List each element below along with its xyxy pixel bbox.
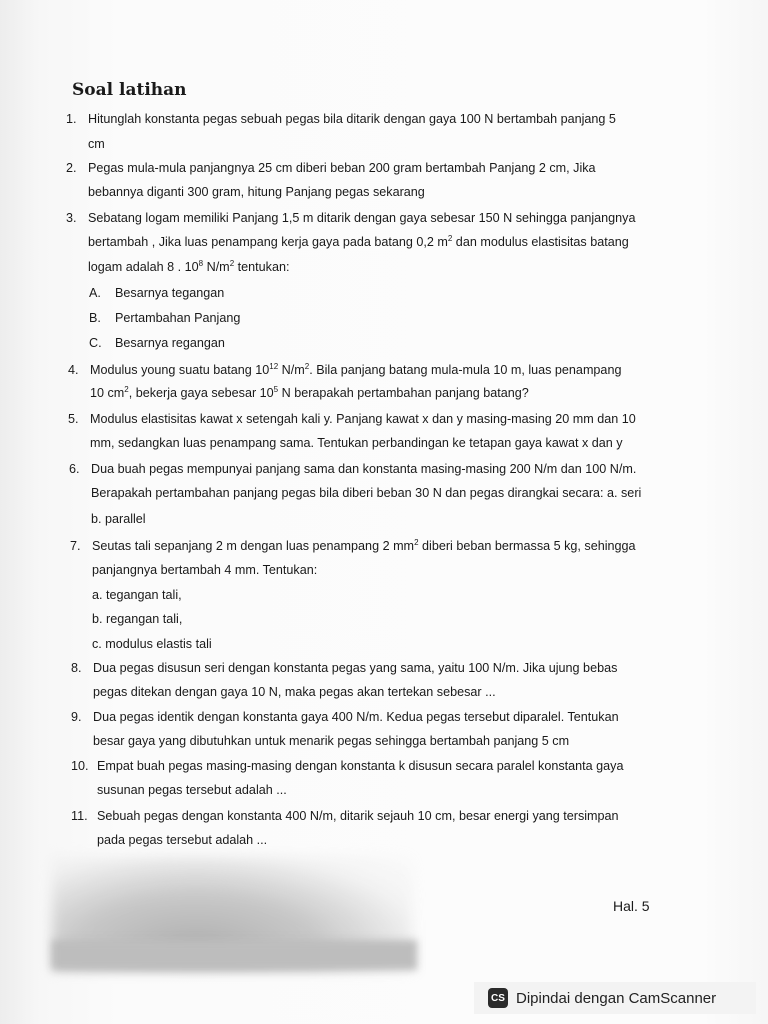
question-7 — [70, 538, 636, 554]
question-1 — [66, 111, 616, 127]
question-8-line-2: pegas ditekan dengan gaya 10 N, maka pegas akan tertekan sebesar ... — [93, 685, 496, 699]
question-text: Dua pegas disusun seri dengan konstanta pegas yang sama, yaitu 100 N/m. Jika ujung bebas — [93, 661, 618, 675]
scan-shadow-band — [52, 940, 417, 970]
question-number: 8. — [71, 661, 82, 675]
superscript: 2 — [447, 234, 453, 243]
question-11-line-2: pada pegas tersebut adalah ... — [97, 833, 268, 847]
text-segment: diberi beban bermassa 5 kg, sehingga — [418, 539, 636, 553]
page-number: Hal. 5 — [613, 898, 650, 914]
question-text: Dua buah pegas mempunyai panjang sama dan konstanta masing-masing 200 N/m dan 100 N/m. — [91, 462, 637, 476]
question-10 — [71, 758, 623, 774]
question-text: Pegas mula-mula panjangnya 25 cm diberi beban 200 gram bertambah Panjang 2 cm, Jika — [88, 161, 596, 175]
question-7-line-2: panjangnya bertambah 4 mm. Tentukan: — [92, 563, 318, 577]
question-text: Modulus elastisitas kawat x setengah kali y. Panjang kawat x dan y masing-masing 20 mm dan 10 — [90, 412, 636, 426]
option-letter: A. — [89, 286, 101, 300]
question-3-option-a — [89, 286, 224, 300]
question-1-line-2: cm — [88, 137, 105, 151]
question-number: 11. — [71, 809, 88, 823]
question-text: Sebuah pegas dengan konstanta 400 N/m, ditarik sejauh 10 cm, besar energi yang tersimpan — [97, 809, 619, 823]
question-10-line-2: susunan pegas tersebut adalah ... — [97, 783, 287, 797]
question-7-part-a: a. tegangan tali, — [92, 588, 182, 602]
question-5-line-2: mm, sedangkan luas penampang sama. Tentukan perbandingan ke tetapan gaya kawat x dan y — [90, 436, 623, 450]
page-title: Soal latihan — [72, 80, 187, 100]
question-7-part-c: c. modulus elastis tali — [92, 637, 212, 651]
option-text: Pertambahan Panjang — [115, 311, 241, 325]
text-segment: logam adalah 8 . 10 — [88, 260, 199, 274]
text-segment: N/m — [203, 260, 230, 274]
question-3-option-c — [89, 336, 225, 350]
question-11 — [71, 808, 619, 824]
question-4-line-2 — [90, 386, 529, 400]
text-segment: N berapakah pertambahan panjang batang? — [278, 386, 529, 400]
text-segment: bertambah , Jika luas penampang kerja gaya pada batang 0,2 m — [88, 235, 448, 249]
question-text: Sebatang logam memiliki Panjang 1,5 m ditarik dengan gaya sebesar 150 N sehingga panjangnya — [88, 211, 636, 225]
superscript: 2 — [414, 538, 419, 547]
question-number: 1. — [66, 112, 77, 126]
question-number: 10. — [71, 759, 89, 773]
text-segment: Modulus young suatu batang 10 — [90, 363, 270, 377]
question-text: Empat buah pegas masing-masing dengan konstanta k disusun secara paralel konstanta gaya — [97, 759, 624, 773]
option-text: Besarnya tegangan — [115, 286, 225, 300]
question-3-option-b — [89, 311, 240, 325]
question-text: Hitunglah konstanta pegas sebuah pegas bila ditarik dengan gaya 100 N bertambah panjang 5 — [88, 112, 616, 126]
question-number: 7. — [70, 539, 81, 553]
question-3-line-3 — [88, 260, 289, 274]
text-segment: Seutas tali sepanjang 2 m dengan luas penampang 2 mm — [92, 539, 415, 553]
text-segment: , bekerja gaya sebesar 10 — [128, 386, 274, 400]
superscript: 8 — [198, 259, 204, 268]
camscanner-text: Dipindai dengan CamScanner — [516, 989, 717, 1007]
question-8 — [71, 660, 617, 676]
question-6-line-2: Berapakah pertambahan panjang pegas bila diberi beban 30 N dan pegas dirangkai secara: a. seri — [91, 486, 642, 500]
superscript: 2 — [304, 362, 310, 371]
question-3-line-2 — [88, 235, 629, 249]
question-2 — [66, 160, 596, 176]
question-9 — [71, 709, 619, 725]
superscript: 12 — [269, 362, 279, 371]
question-number: 6. — [69, 462, 80, 476]
question-6 — [69, 461, 636, 477]
question-2-line-2: bebannya diganti 300 gram, hitung Panjang pegas sekarang — [88, 185, 425, 199]
camscanner-watermark — [474, 982, 756, 1014]
question-number: 9. — [71, 710, 82, 724]
question-5 — [68, 411, 636, 427]
question-number: 3. — [66, 211, 77, 225]
text-segment: 10 cm — [90, 386, 125, 400]
text-segment: tentukan: — [234, 260, 290, 274]
question-number: 5. — [68, 412, 79, 426]
superscript: 2 — [124, 385, 129, 394]
question-7-part-b: b. regangan tali, — [92, 612, 183, 626]
option-letter: B. — [89, 311, 101, 325]
question-4 — [68, 362, 621, 378]
question-3 — [66, 210, 635, 226]
question-6-line-3: b. parallel — [91, 512, 146, 526]
question-number: 4. — [68, 363, 79, 377]
question-9-line-2: besar gaya yang dibutuhkan untuk menarik pegas sehingga bertambah panjang 5 cm — [93, 734, 570, 748]
camscanner-logo-icon: CS — [488, 988, 508, 1008]
option-text: Besarnya regangan — [115, 336, 225, 350]
text-segment: N/m — [278, 363, 305, 377]
text-segment: . Bila panjang batang mula-mula 10 m, luas penampang — [309, 363, 622, 377]
option-letter: C. — [89, 336, 102, 350]
question-text: Dua pegas identik dengan konstanta gaya 400 N/m. Kedua pegas tersebut diparalel. Tentukan — [93, 710, 619, 724]
superscript: 2 — [229, 259, 235, 268]
question-number: 2. — [66, 161, 77, 175]
text-segment: dan modulus elastisitas batang — [452, 235, 629, 249]
superscript: 5 — [273, 385, 279, 394]
